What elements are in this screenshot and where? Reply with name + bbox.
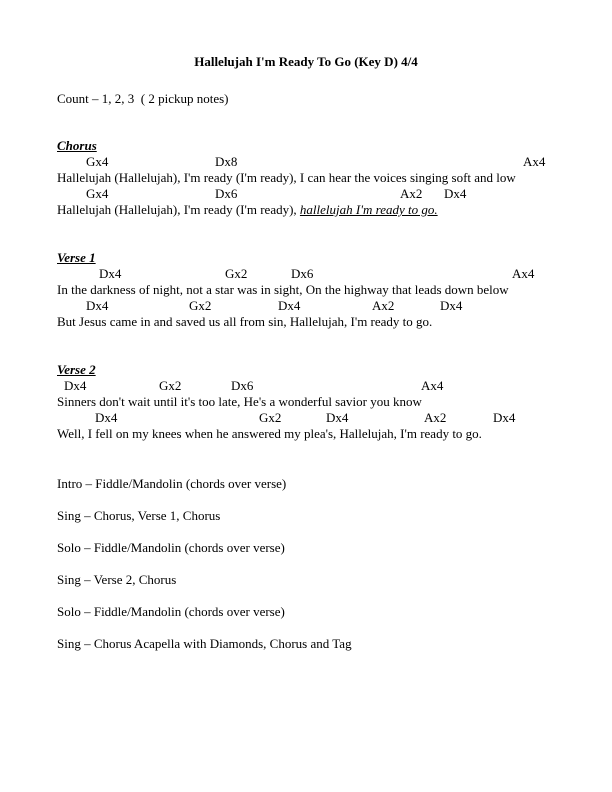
chord: Ax2 bbox=[424, 410, 447, 425]
arrangement-line: Sing – Chorus, Verse 1, Chorus bbox=[57, 508, 221, 523]
chord: Ax4 bbox=[421, 378, 444, 393]
chord: Gx4 bbox=[86, 186, 109, 201]
song-title: Hallelujah I'm Ready To Go (Key D) 4/4 bbox=[194, 54, 418, 69]
chorus-heading: Chorus bbox=[57, 138, 97, 153]
chord: Ax4 bbox=[512, 266, 535, 281]
chorus-lyric-1: Hallelujah (Hallelujah), I'm ready (I'm ready), I can hear the voices singing soft and low bbox=[57, 170, 516, 185]
verse2-lyric-1: Sinners don't wait until it's too late, He's a wonderful savior you know bbox=[57, 394, 422, 409]
chord: Gx2 bbox=[259, 410, 282, 425]
chord: Ax2 bbox=[372, 298, 395, 313]
chord: Dx4 bbox=[278, 298, 301, 313]
chord: Dx6 bbox=[215, 186, 238, 201]
verse2-lyric-2: Well, I fell on my knees when he answered my plea's, Hallelujah, I'm ready to go. bbox=[57, 426, 482, 441]
chord: Dx4 bbox=[440, 298, 463, 313]
chord: Ax4 bbox=[523, 154, 546, 169]
chord: Dx4 bbox=[99, 266, 122, 281]
chord: Gx2 bbox=[225, 266, 248, 281]
arrangement-line: Intro – Fiddle/Mandolin (chords over verse) bbox=[57, 476, 287, 491]
verse2-heading: Verse 2 bbox=[57, 362, 96, 377]
chorus-lyric-2-emphasis: hallelujah I'm ready to go. bbox=[299, 202, 438, 217]
chord: Dx6 bbox=[231, 378, 254, 393]
arrangement-line: Solo – Fiddle/Mandolin (chords over verse) bbox=[57, 540, 285, 555]
chord: Dx4 bbox=[86, 298, 109, 313]
chord: Dx4 bbox=[493, 410, 516, 425]
chord: Gx4 bbox=[86, 154, 109, 169]
arrangement-line: Sing – Verse 2, Chorus bbox=[57, 572, 177, 587]
arrangement-line: Solo – Fiddle/Mandolin (chords over verse) bbox=[57, 604, 285, 619]
chord: Gx2 bbox=[189, 298, 212, 313]
chord: Ax2 bbox=[400, 186, 423, 201]
arrangement-line: Sing – Chorus Acapella with Diamonds, Chorus and Tag bbox=[57, 636, 352, 651]
verse1-heading: Verse 1 bbox=[57, 250, 96, 265]
chord: Dx4 bbox=[64, 378, 87, 393]
count-line: Count – 1, 2, 3 ( 2 pickup notes) bbox=[57, 91, 229, 106]
chord: Dx6 bbox=[291, 266, 314, 281]
chorus-lyric-2-plain: Hallelujah (Hallelujah), I'm ready (I'm ready), bbox=[57, 202, 300, 217]
chord: Dx4 bbox=[326, 410, 349, 425]
chord: Dx4 bbox=[95, 410, 118, 425]
verse1-lyric-1: In the darkness of night, not a star was in sight, On the highway that leads down below bbox=[57, 282, 509, 297]
chord: Dx8 bbox=[215, 154, 238, 169]
chord: Gx2 bbox=[159, 378, 182, 393]
chorus-lyric-2 bbox=[57, 202, 438, 218]
verse1-lyric-2: But Jesus came in and saved us all from sin, Hallelujah, I'm ready to go. bbox=[57, 314, 433, 329]
chord: Dx4 bbox=[444, 186, 467, 201]
